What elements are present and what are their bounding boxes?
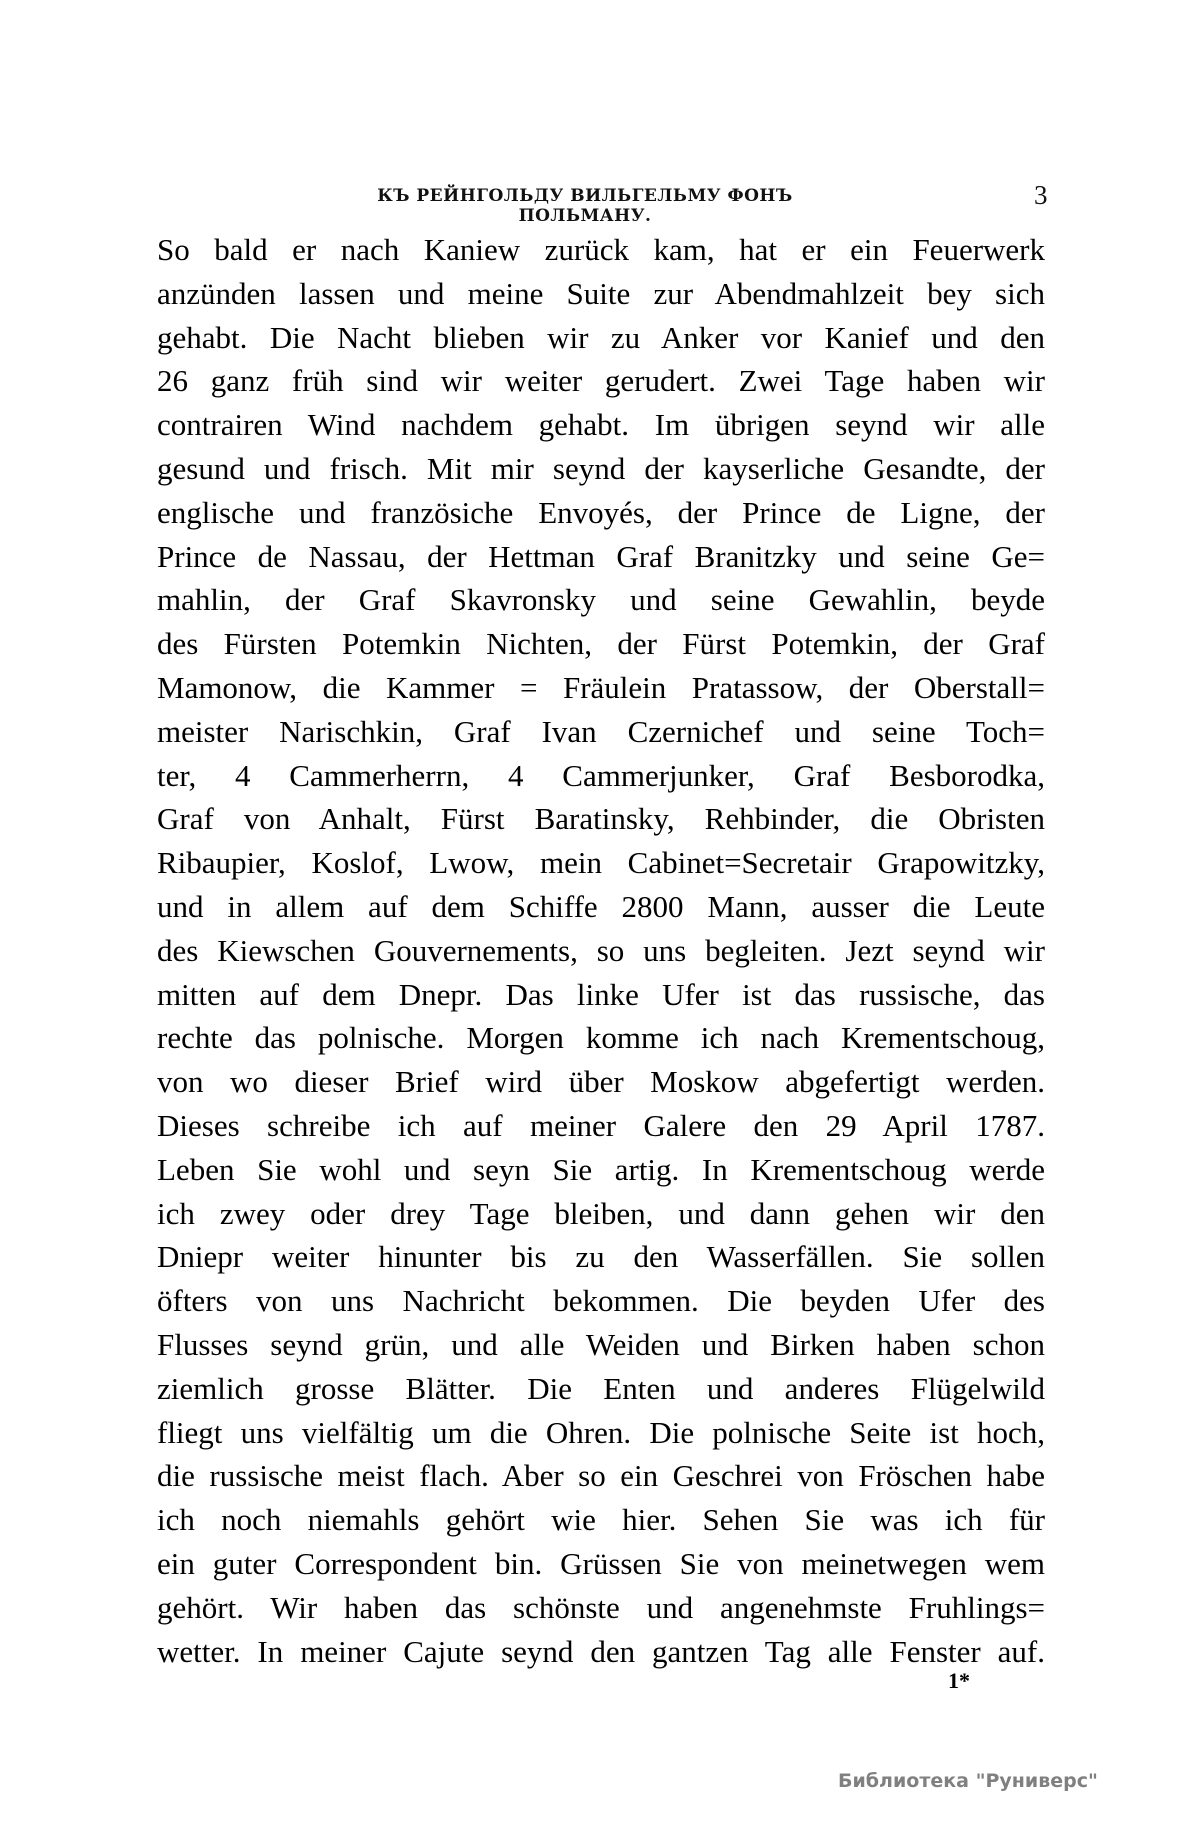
text-line: wetter. In meiner Cajute seynd den gantzen Tag alle Fenster auf. xyxy=(157,1633,1045,1669)
text-line: des Kiewschen Gouvernements, so uns begleiten. Jezt seynd wir xyxy=(157,932,1045,968)
text-line: ein guter Correspondent bin. Grüssen Sie von meinetwegen wem xyxy=(157,1545,1045,1581)
text-line: die russische meist flach. Aber so ein Geschrei von Fröschen habe xyxy=(157,1458,1045,1494)
text-line: Dieses schreibe ich auf meiner Galere den 29 April 1787. xyxy=(157,1107,1045,1143)
text-line: Graf von Anhalt, Fürst Baratinsky, Rehbinder, die Obristen xyxy=(157,801,1045,837)
page-number: 3 xyxy=(1034,180,1048,210)
running-title: КЪ РЕЙНГОЛЬДУ ВИЛЬГЕЛЬМУ ФОНЪ ПОЛЬМАНУ. xyxy=(377,186,793,226)
text-line: Prince de Nassau, der Hettman Graf Branitzky und seine Ge= xyxy=(157,538,1045,574)
text-line: ziemlich grosse Blätter. Die Enten und anderes Flügelwild xyxy=(157,1370,1045,1406)
text-line: fliegt uns vielfältig um die Ohren. Die polnische Seite ist hoch, xyxy=(157,1414,1045,1450)
text-line: von wo dieser Brief wird über Moskow abgefertigt werden. xyxy=(157,1064,1045,1100)
signature-mark: 1* xyxy=(948,1668,970,1693)
text-line: Mamonow, die Kammer = Fräulein Pratassow, der Oberstall= xyxy=(157,669,1045,705)
text-line: gehabt. Die Nacht blieben wir zu Anker vor Kanief und den xyxy=(157,319,1045,355)
text-line: 26 ganz früh sind wir weiter gerudert. Zwei Tage haben wir xyxy=(157,363,1045,399)
text-line: mitten auf dem Dnepr. Das linke Ufer ist das russische, das xyxy=(157,976,1045,1012)
text-line: rechte das polnische. Morgen komme ich nach Krementschoug, xyxy=(157,1020,1045,1056)
page-body-text xyxy=(157,228,1045,1673)
text-line: contrairen Wind nachdem gehabt. Im übrigen seynd wir alle xyxy=(157,407,1045,443)
text-line: Dniepr weiter hinunter bis zu den Wasserfällen. Sie sollen xyxy=(157,1239,1045,1275)
text-line: englische und französiche Envoyés, der Prince de Ligne, der xyxy=(157,494,1045,530)
library-watermark: Библиотека "Руниверс" xyxy=(838,1770,1098,1792)
text-line: Ribaupier, Koslof, Lwow, mein Cabinet=Secretair Grapowitzky, xyxy=(157,845,1045,881)
text-line: ich zwey oder drey Tage bleiben, und dann gehen wir den xyxy=(157,1195,1045,1231)
text-line: meister Narischkin, Graf Ivan Czernichef und seine Toch= xyxy=(157,713,1045,749)
text-line: So bald er nach Kaniew zurück kam, hat er ein Feuerwerk xyxy=(157,232,1045,267)
text-line: ich noch niemahls gehört wie hier. Sehen Sie was ich für xyxy=(157,1502,1045,1538)
text-line: des Fürsten Potemkin Nichten, der Fürst Potemkin, der Graf xyxy=(157,626,1045,662)
text-line: gesund und frisch. Mit mir seynd der kayserliche Gesandte, der xyxy=(157,450,1045,486)
text-line: anzünden lassen und meine Suite zur Abendmahlzeit bey sich xyxy=(157,275,1045,311)
text-line: und in allem auf dem Schiffe 2800 Mann, ausser die Leute xyxy=(157,888,1045,924)
text-line: gehört. Wir haben das schönste und angenehmste Fruhlings= xyxy=(157,1589,1045,1625)
text-line: Leben Sie wohl und seyn Sie artig. In Krementschoug werde xyxy=(157,1151,1045,1187)
text-line: ter, 4 Cammerherrn, 4 Cammerjunker, Graf Besborodka, xyxy=(157,757,1045,793)
text-line: öfters von uns Nachricht bekommen. Die beyden Ufer des xyxy=(157,1283,1045,1319)
text-line: Flusses seynd grün, und alle Weiden und Birken haben schon xyxy=(157,1326,1045,1362)
text-line: mahlin, der Graf Skavronsky und seine Gewahlin, beyde xyxy=(157,582,1045,618)
